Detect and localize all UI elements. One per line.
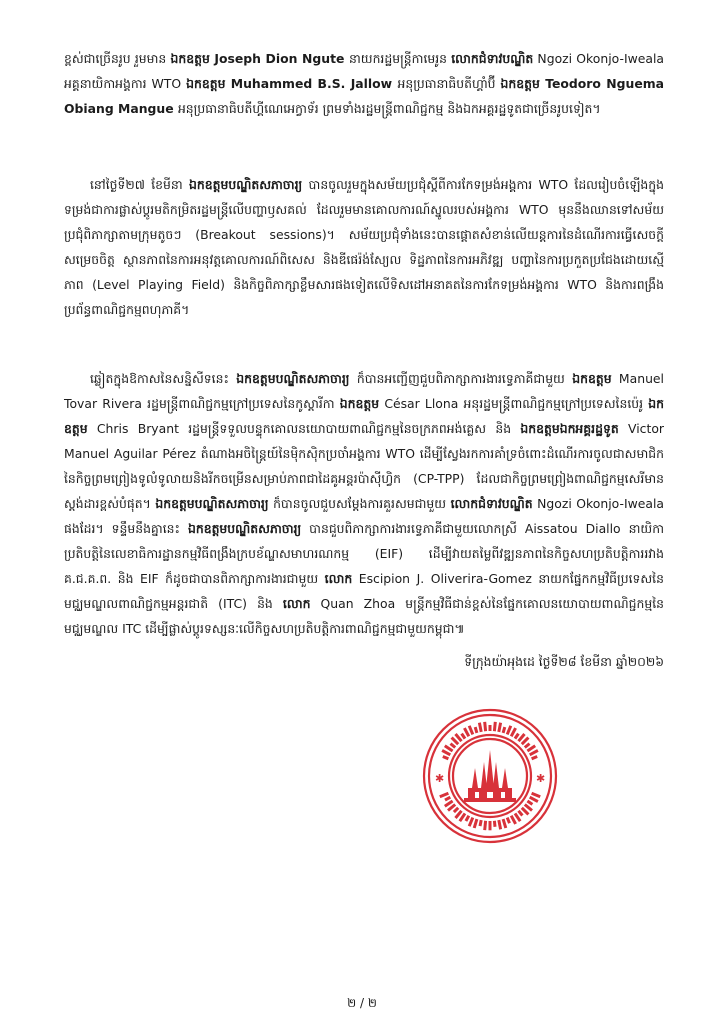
seal-inscription-mark bbox=[503, 819, 506, 828]
text-segment: ឯកឧត្តម bbox=[64, 396, 665, 436]
seal-inscription-mark bbox=[503, 727, 505, 733]
seal-inscription-mark bbox=[507, 726, 511, 735]
seal-inscription-mark bbox=[525, 744, 530, 748]
seal-inscription-mark bbox=[494, 722, 495, 731]
seal-inscription-mark bbox=[527, 746, 535, 751]
seal-inscription-mark bbox=[462, 734, 465, 739]
seal-inscription-mark bbox=[456, 811, 462, 818]
text-segment: រដ្ឋមន្ត្រីទទួលបន្ទុកគោលនយោបាយពាណិជ្ជកម្មនៃចក្រភពអង់គ្លេស និង bbox=[188, 421, 521, 436]
text-segment: នាយកផ្នែកកម្មវិធីប្រទេសនៃមជ្ឈមណ្ឌលពាណិជ្ជកម្មអន្តរជាតិ (ITC) និង bbox=[64, 571, 664, 611]
seal-inscription-mark bbox=[456, 734, 462, 741]
text-segment: Quan Zhoa bbox=[310, 596, 406, 611]
seal-inscription-mark bbox=[532, 793, 541, 797]
seal-inscription-mark bbox=[485, 821, 486, 830]
text-segment: Escipion J. Oliverira-Gomez bbox=[352, 571, 539, 586]
text-segment: លោក bbox=[282, 596, 311, 611]
text-segment: ឯកឧត្តមបណ្ឌិតសភាចារ្យ bbox=[189, 177, 303, 192]
text-segment: Ngozi Okonjo-Iweala bbox=[532, 496, 664, 511]
text-segment: តំណាងអចិន្ត្រៃយ៍នៃម៉ិកស៊ិកប្រចាំអង្គការ WTO ដើម្បីស្វែងរកការគាំទ្រចំពោះដំណើរការចូលជាសមាជិកនៃកិច្ចព្រមព្រៀងទូលំទូលាយនិងរីកចម្រើនសម្រាប់ភាពជាដៃគូអន្តរប៉ាស៊ីហ្វិក (CP-TPP) ដែលជាកិច្ចព្រមព្រៀងពាណិជ្ជកម្មសេរីមានស្តង់ដារខ្ពស់បំផុត។ bbox=[64, 446, 664, 511]
text-segment: ផងដែរ។ ទន្ទឹមនឹងគ្នានេះ bbox=[64, 521, 188, 536]
text-segment: Muhammed B.S. Jallow bbox=[225, 76, 398, 91]
text-segment: រដ្ឋមន្ត្រីពាណិជ្ជកម្មក្រៅប្រទេសនៃកូស្តារីកា bbox=[147, 396, 340, 411]
seal-inscription-mark bbox=[445, 797, 450, 800]
seal-inscription-mark bbox=[454, 808, 458, 812]
seal-inscription-mark bbox=[522, 738, 529, 745]
seal-inscription-mark bbox=[466, 816, 469, 821]
seal-inscription-mark bbox=[499, 723, 501, 732]
seal-inscription-mark bbox=[443, 757, 449, 759]
svg-text:✱: ✱ bbox=[435, 772, 445, 785]
text-segment: អនុប្រធានាធិបតីហ្គីណេអេក្វាទ័រ ព្រមទាំងរដ្ឋមន្ត្រីពាណិជ្ជកម្ម និងឯកអគ្គរដ្ឋទូតជាច្រើនរូបទៀត។ bbox=[177, 101, 601, 116]
seal-inscription-mark bbox=[515, 813, 520, 821]
text-segment: ឯកឧត្តមបណ្ឌិតសភាចារ្យ bbox=[187, 521, 302, 536]
seal-inscription-mark bbox=[511, 816, 515, 824]
text-segment: មន្ត្រីកម្មវិធីជាន់ខ្ពស់នៃផ្នែកគោលនយោបាយពាណិជ្ជកម្មនៃមជ្ឈមណ្ឌល ITC ដើម្បីផ្លាស់ប្ដូរទស្សនៈលើកិច្ចសហប្រតិបត្តិការពាណិជ្ជកម្មជាមួយកម្ពុជា៕ bbox=[64, 596, 664, 636]
seal-inscription-mark bbox=[445, 746, 453, 751]
place-and-date: ទីក្រុងយ៉ាអុងដេ ថ្ងៃទី២៨ ខែមីនា ឆ្នាំ២០២៦ bbox=[464, 654, 664, 669]
text-segment: ខ្ពស់ជាច្រើនរូប រួមមាន bbox=[64, 51, 171, 66]
text-segment: ឯកឧត្តមឯកអគ្គរដ្ឋទូត bbox=[520, 421, 619, 436]
text-segment: ឯកឧត្តមបណ្ឌិតសភាចារ្យ bbox=[155, 496, 269, 511]
seal-inscription-mark bbox=[479, 723, 481, 732]
seal-inscription-mark bbox=[485, 722, 486, 731]
text-segment: អនុរដ្ឋមន្ត្រីពាណិជ្ជកម្មក្រៅប្រទេសនៃប៉េរូ bbox=[463, 396, 649, 411]
seal-inscription-mark bbox=[515, 734, 518, 739]
text-segment: Manuel Tovar Rivera bbox=[64, 371, 664, 411]
text-segment: អនុប្រធានាធិបតីហ្គាំប៊ី bbox=[397, 76, 501, 91]
text-segment: Joseph Dion Ngute bbox=[209, 51, 349, 66]
paragraph-1 bbox=[64, 46, 664, 121]
seal-inscription-mark bbox=[532, 757, 538, 759]
text-segment: ក៏បានចូលជួបសម្ដែងការគួរសមជាមួយ bbox=[268, 496, 451, 511]
seal-inscription-mark bbox=[469, 818, 473, 827]
paragraph-2 bbox=[64, 172, 664, 322]
seal-inscription-mark bbox=[530, 797, 538, 801]
seal-inscription-mark bbox=[451, 744, 456, 748]
seal-inscription-mark bbox=[519, 734, 525, 741]
seal-inscription-mark bbox=[507, 818, 509, 824]
text-segment: លោក bbox=[324, 571, 353, 586]
text-segment: ឆ្លៀតក្នុងឱកាសនៃសន្និសីទនេះ bbox=[90, 371, 237, 386]
text-segment: នៅថ្ងៃទី២៧ ខែមីនា bbox=[90, 177, 190, 192]
text-segment: Ngozi Okonjo-Iweala bbox=[533, 51, 664, 66]
seal-inscription-mark bbox=[445, 801, 453, 806]
seal-inscription-mark bbox=[530, 750, 538, 754]
seal-inscription-mark bbox=[452, 738, 459, 745]
seal-inscription-mark bbox=[519, 811, 523, 816]
seal-inscription-mark bbox=[474, 819, 477, 828]
seal-inscription-mark bbox=[464, 728, 468, 736]
text-segment: លោកជំទាវបណ្ឌិត bbox=[451, 51, 534, 66]
seal-inscription-mark bbox=[469, 726, 473, 735]
text-segment: Victor Manuel Aguilar Pérez bbox=[64, 421, 664, 461]
text-segment: Teodoro Nguema Obiang Mangue bbox=[64, 76, 664, 116]
seal-inscription-mark bbox=[522, 808, 529, 815]
ministry-seal-icon bbox=[420, 706, 560, 846]
text-segment: នាយករដ្ឋមន្ត្រីកាមេរូន bbox=[348, 51, 452, 66]
svg-text:✱: ✱ bbox=[536, 772, 546, 785]
text-segment: ឯកឧត្តម bbox=[339, 396, 380, 411]
seal-inscription-mark bbox=[442, 750, 450, 754]
seal-inscription-mark bbox=[440, 793, 449, 797]
text-segment: ឯកឧត្តម bbox=[186, 76, 226, 91]
paragraph-3 bbox=[64, 366, 664, 641]
text-segment: ឯកឧត្តម bbox=[500, 76, 540, 91]
seal-inscription-mark bbox=[527, 801, 532, 804]
text-segment: បានជួបពិភាក្សាការងារទ្វេភាគីជាមួយលោកស្រី Aissatou Diallo នាយិកាប្រតិបត្តិនៃលេខាធិការដ្ឋានកម្មវិធីពង្រឹងក្របខ័ណ្ឌសមាហរណកម្ម (EIF) ដើម្បីវាយតម្លៃពីវឌ្ឍនភាពនៃកិច្ចសហប្រតិបត្តិការរវាង គ.ជ.គ.ព. និង EIF ក៏ដូចជាបានពិភាក្សាការងារជាមួយ bbox=[64, 521, 665, 586]
text-segment: លោកជំទាវបណ្ឌិត bbox=[450, 496, 533, 511]
text-segment: ឯកឧត្តមបណ្ឌិតសភាចារ្យ bbox=[236, 371, 350, 386]
seal-inscription-mark bbox=[448, 805, 455, 811]
text-segment: បានចូលរួមក្នុងសម័យប្រជុំស្ដីពីការកែទម្រង់អង្គការ WTO ដែលរៀបចំឡើងក្នុងទម្រង់ជាការផ្លាស់ប្ដូរមតិកម្រិតរដ្ឋមន្ត្រីលើបញ្ហាឫសគល់ ដែលរួមមានគោលការណ៍ស្នូលរបស់អង្គការ WTO មុននឹងឈានទៅសម័យប្រជុំពិភាក្សាតាមក្រុមតូចៗ (Breakout sessions)។ សម័យប្រជុំទាំងនេះបានផ្ដោតសំខាន់លើយន្តការនៃដំណើរការធ្វើសេចក្ដីសម្រេចចិត្ត ស្ថានភាពនៃការអនុវត្តគោលការណ៍ពិសេស និងឌីផេរ៉ង់ស្យែល ទិដ្ឋភាពនៃការអភិវឌ្ឍ បញ្ហានៃការប្រកួតប្រជែងដោយស្មើភាព (Level Playing Field) និងកិច្ចពិភាក្សាខ្លឹមសារផងទៀតលើទិសដៅអនាគតនៃការកែទម្រង់អង្គការ WTO និងការពង្រឹងប្រព័ន្ធពាណិជ្ជកម្មពហុភាគី។ bbox=[64, 177, 664, 317]
seal-inscription-mark bbox=[460, 813, 465, 821]
seal-inscription-mark bbox=[494, 821, 495, 827]
text-segment: ក៏បានអញ្ជើញជួបពិភាក្សាការងារទ្វេភាគីជាមួយ bbox=[349, 371, 573, 386]
text-segment: ឯកឧត្តម bbox=[572, 371, 612, 386]
seal-inscription-mark bbox=[480, 820, 481, 826]
text-segment: Chris Bryant bbox=[87, 421, 189, 436]
seal-inscription-mark bbox=[499, 820, 501, 829]
seal-inscription-mark bbox=[475, 727, 477, 733]
text-segment: អគ្គនាយិកាអង្គការ WTO bbox=[64, 76, 187, 91]
seal-inscription-mark bbox=[511, 728, 515, 736]
text-segment: ឯកឧត្តម bbox=[170, 51, 210, 66]
text-segment: César Llona bbox=[379, 396, 464, 411]
seal-inscription-mark bbox=[525, 805, 532, 811]
page-number: ២ / ២ bbox=[347, 996, 377, 1010]
